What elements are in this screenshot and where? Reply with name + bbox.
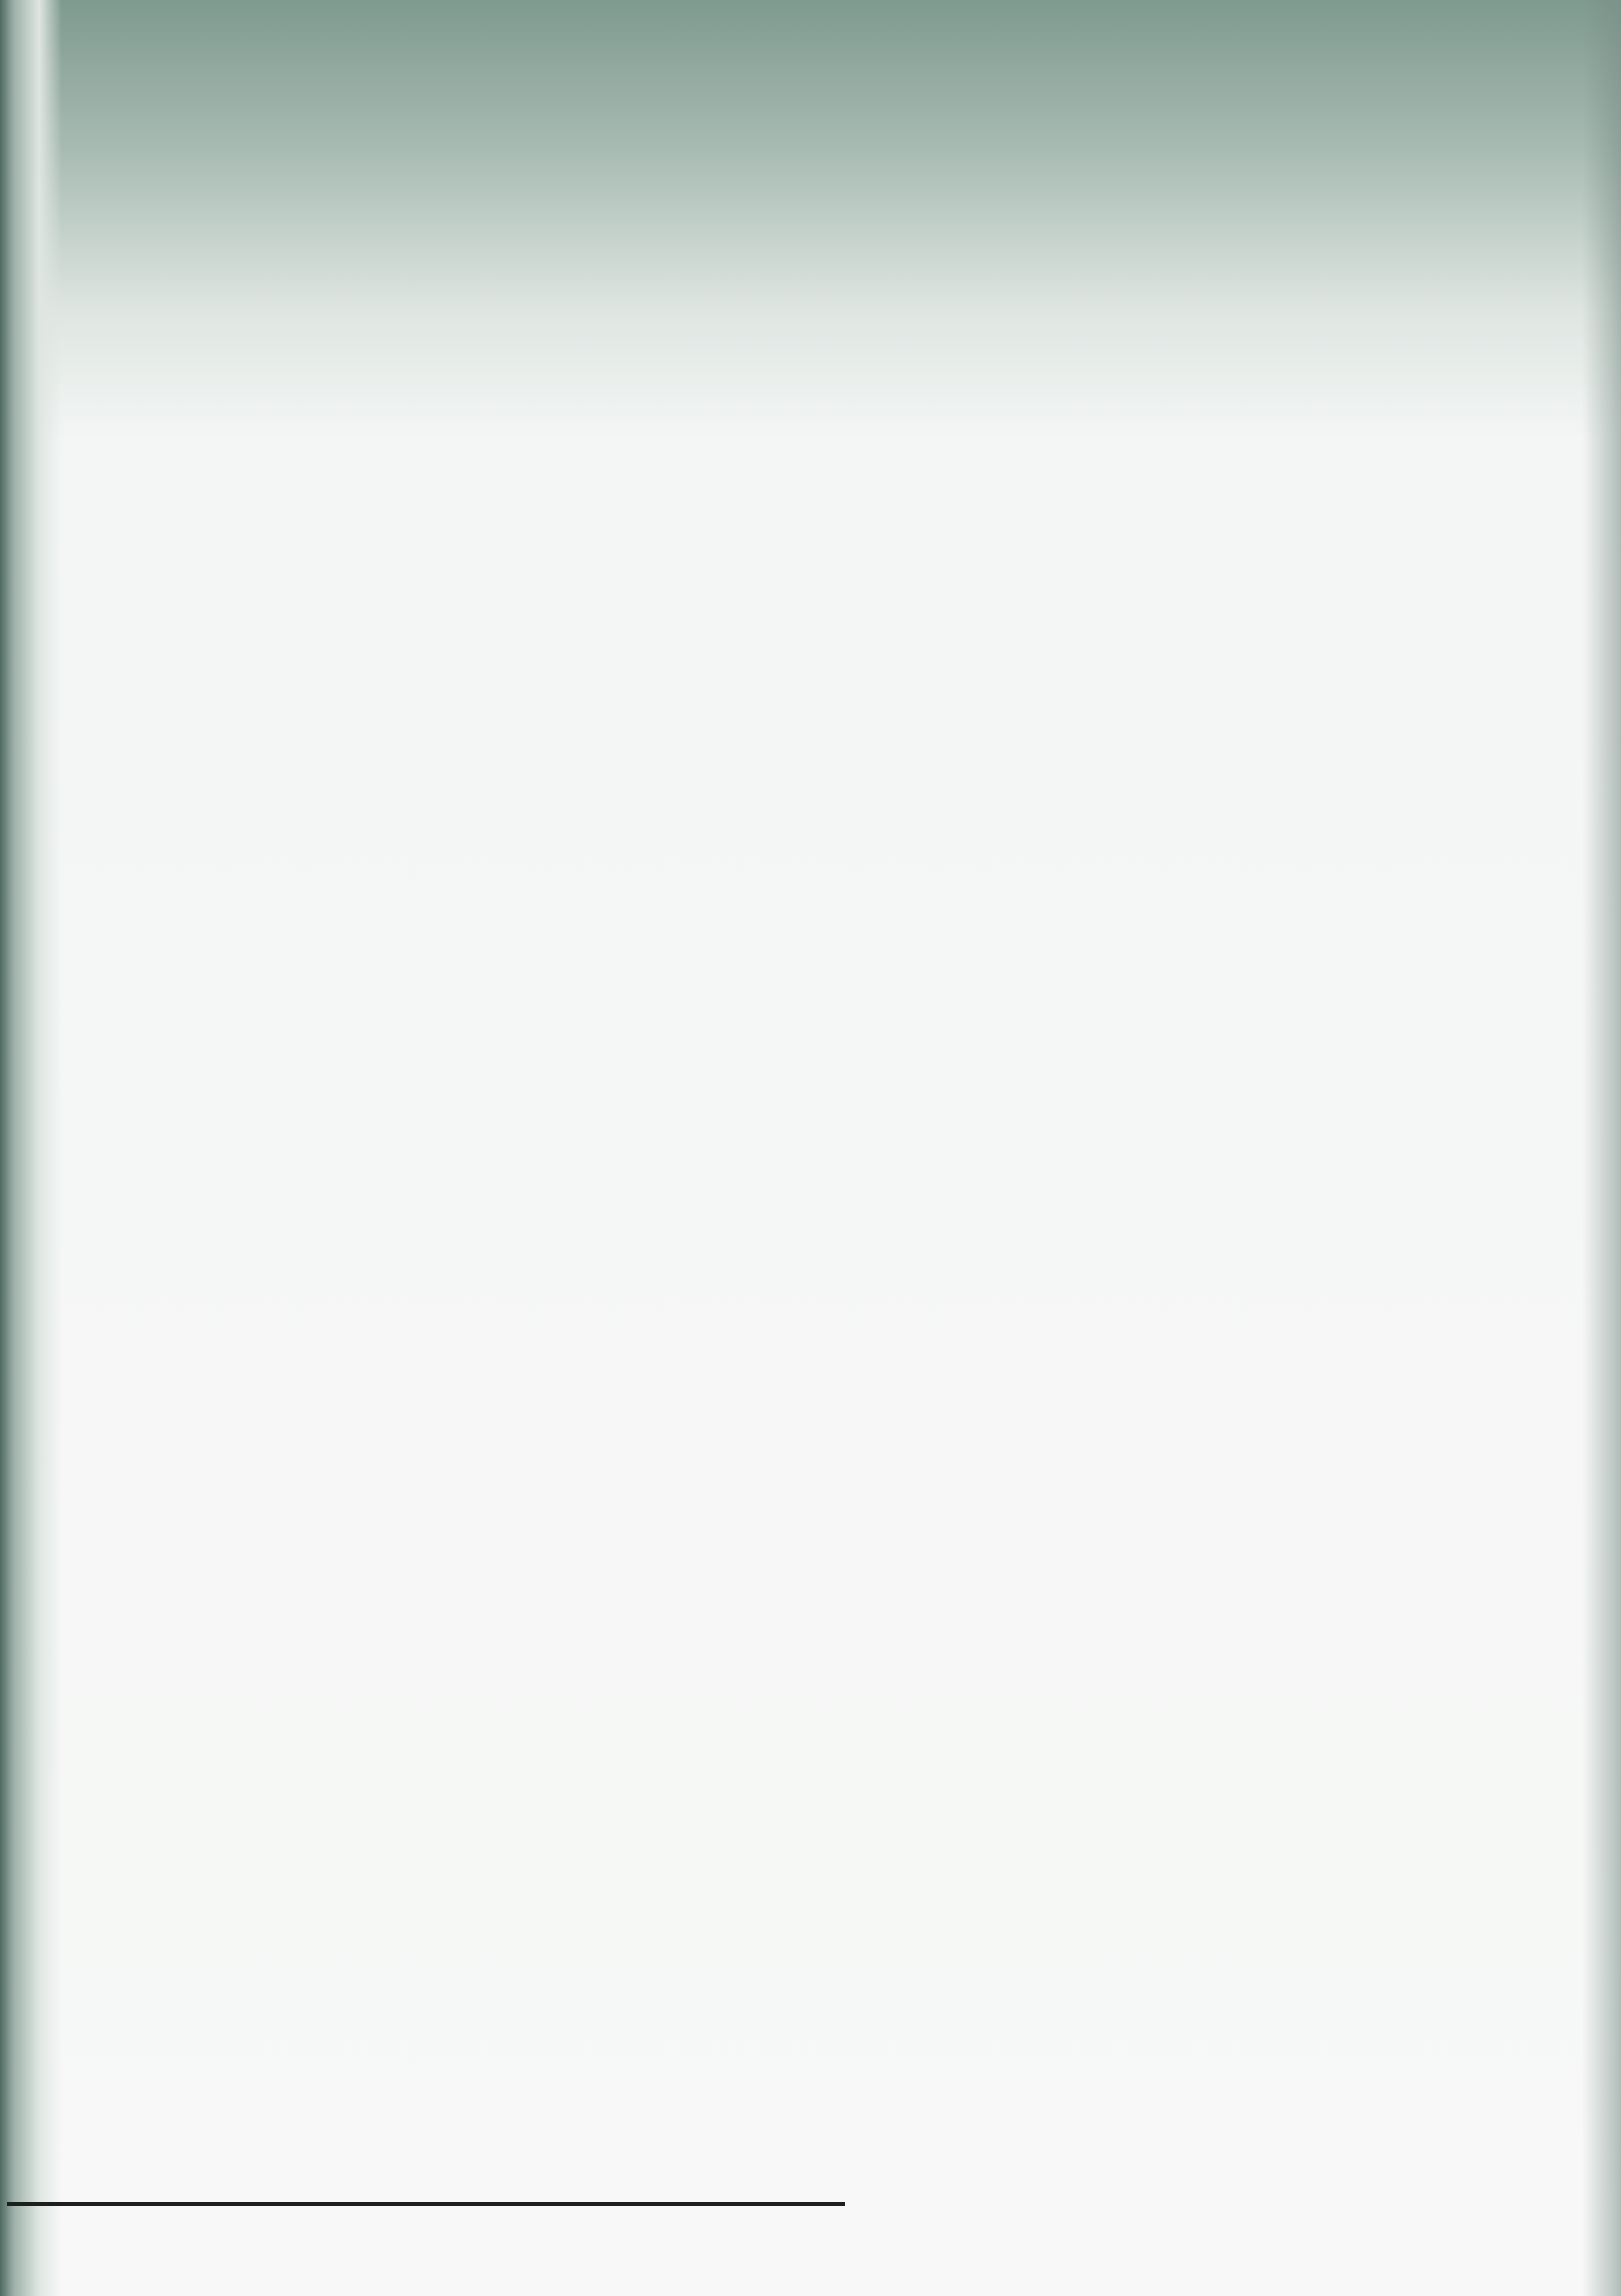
poem-perfect-prefects	[172, 437, 823, 473]
right-column	[912, 437, 1575, 580]
page-edge-shade	[1582, 0, 1621, 2296]
poem-spacer	[912, 473, 1575, 544]
footer-rule	[7, 2202, 845, 2206]
